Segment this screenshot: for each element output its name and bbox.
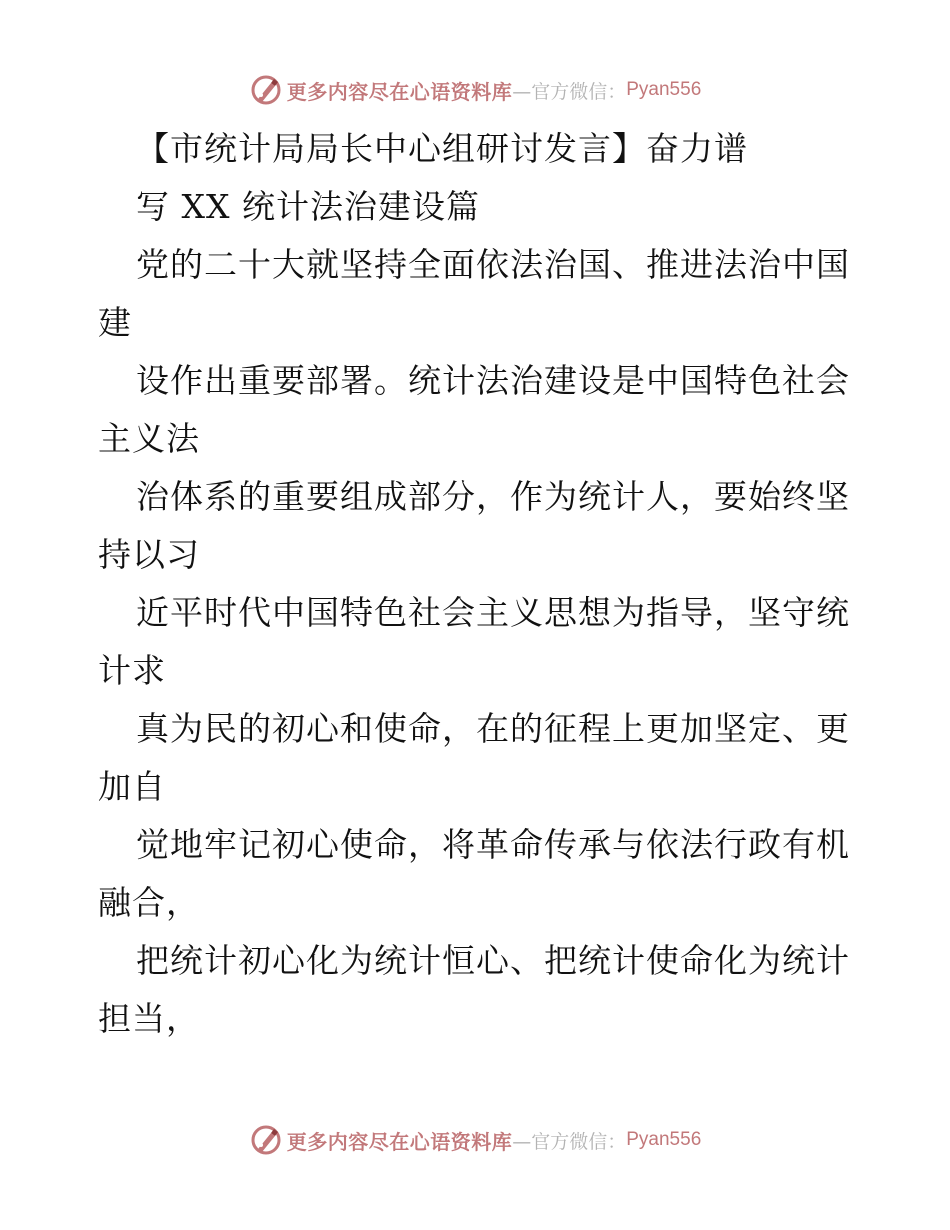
watermark-account: Pyan556: [626, 79, 702, 100]
paragraph-line: 近平时代中国特色社会主义思想为指导，坚守统: [136, 593, 850, 632]
paragraph-line: 加自: [98, 767, 166, 806]
watermark-separator: —官方微信：: [512, 80, 627, 103]
watermark-account: Pyan556: [626, 1129, 702, 1150]
paragraph-line: 融合，: [98, 883, 200, 922]
watermark-separator: —官方微信：: [512, 1130, 627, 1153]
paragraph-line: 觉地牢记初心使命，将革命传承与依法行政有机: [136, 825, 850, 864]
paragraph-line: 持以习: [98, 535, 200, 574]
paragraph-line: 党的二十大就坚持全面依法治国、推进法治中国: [136, 245, 850, 284]
paragraph-line: 把统计初心化为统计恒心、把统计使命化为统计: [136, 941, 850, 980]
paragraph-line: 真为民的初心和使命，在的征程上更加坚定、更: [136, 709, 850, 748]
paragraph-line: 主义法: [98, 419, 200, 458]
paragraph-line: 计求: [98, 651, 166, 690]
pen-logo-icon: [249, 73, 283, 107]
paragraph-line: 建: [98, 303, 132, 342]
document-body: [98, 120, 858, 1048]
watermark-text: 更多内容尽在心语资料库: [286, 1129, 513, 1154]
title-line-1: 【市统计局局长中心组研讨发言】奋力谱: [136, 129, 748, 168]
header-watermark: [0, 70, 950, 110]
paragraph-line: 治体系的重要组成部分，作为统计人，要始终坚: [136, 477, 850, 516]
paragraph-line: 设作出重要部署。统计法治建设是中国特色社会: [136, 361, 850, 400]
footer-watermark: [0, 1120, 950, 1160]
pen-logo-icon: [249, 1123, 283, 1157]
watermark-text: 更多内容尽在心语资料库: [286, 79, 513, 104]
title-line-2: 写 XX 统计法治建设篇: [136, 187, 480, 226]
paragraph-line: 担当，: [98, 999, 200, 1038]
